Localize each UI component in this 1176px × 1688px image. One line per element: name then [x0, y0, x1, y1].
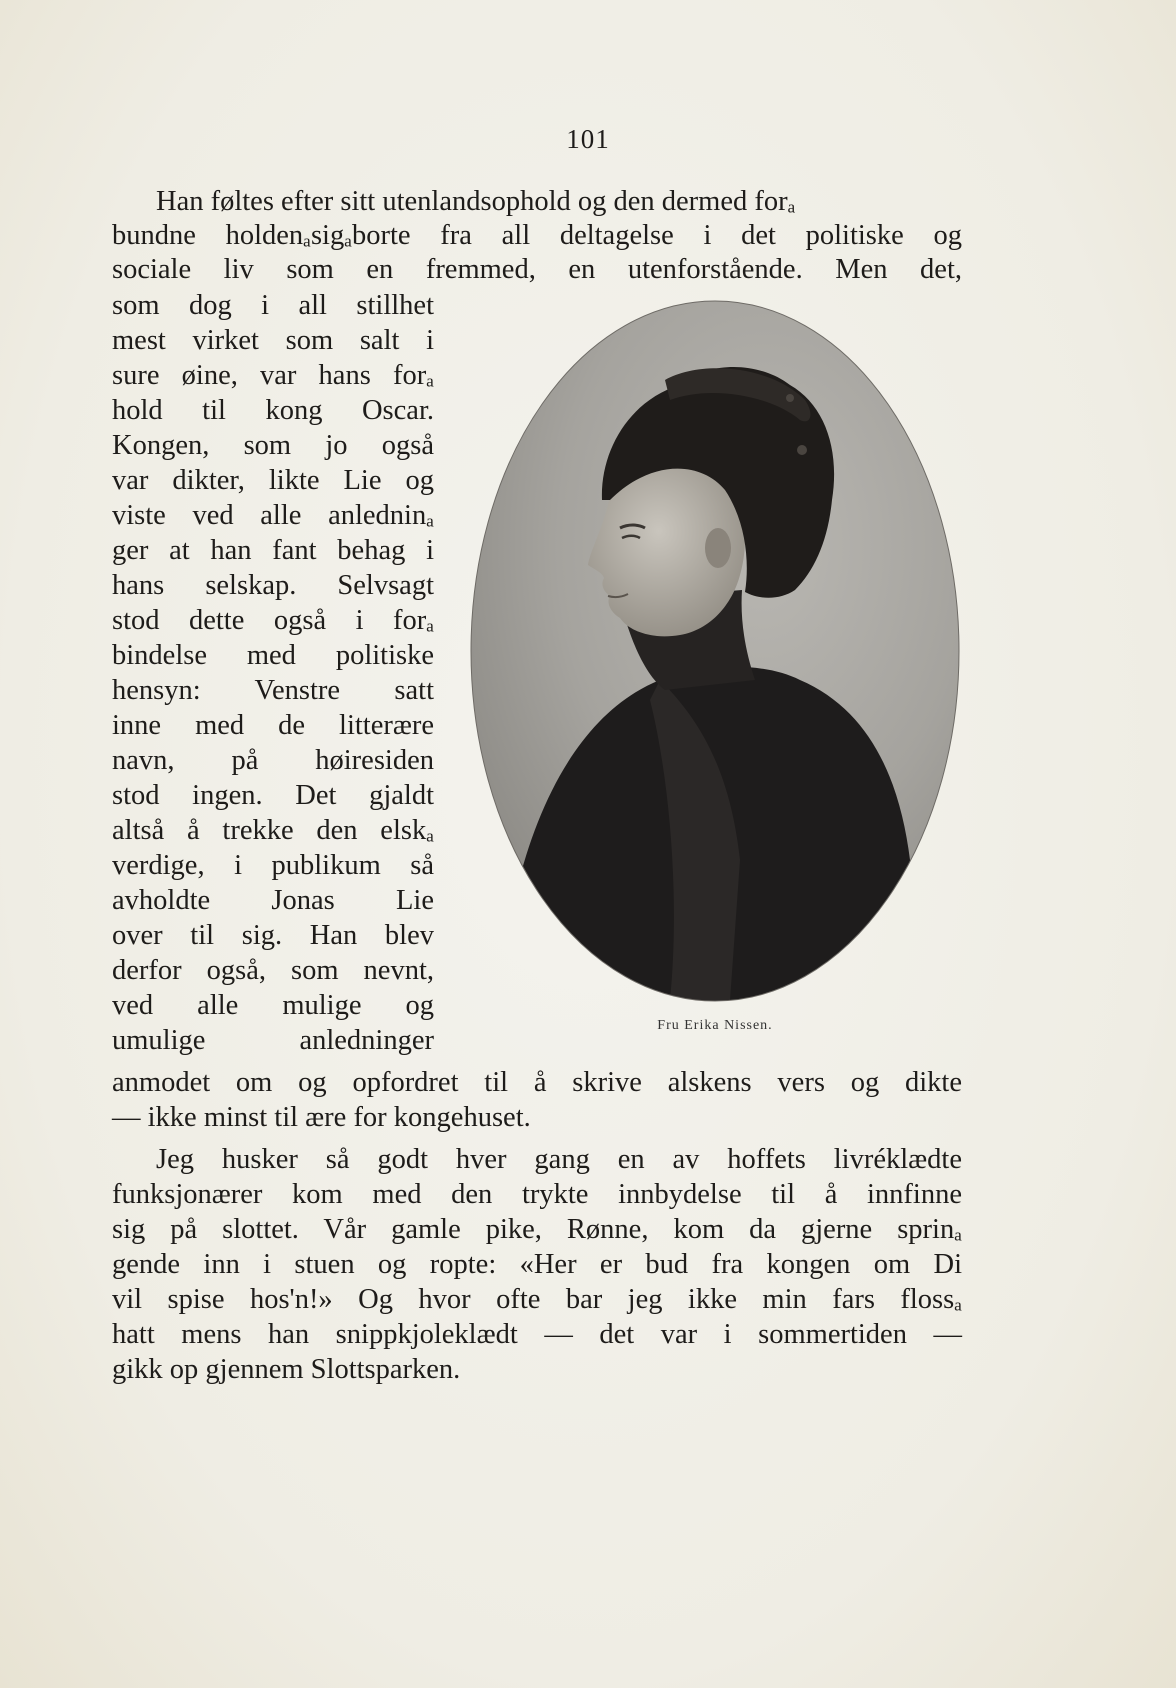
text-line: sociale liv som en fremmed, en utenforstående. Men det,	[112, 254, 962, 285]
text-line: var dikter, likte Lie og	[112, 465, 434, 496]
text-line: bindelse med politiske	[112, 640, 434, 671]
text-line: anmodet om og opfordret til å skrive alskens vers og dikte	[112, 1067, 962, 1098]
text-line: — ikke minst til ære for kongehuset.	[112, 1102, 531, 1133]
text-line: umulige anledninger	[112, 1025, 434, 1056]
text-line: verdige, i publikum så	[112, 850, 434, 881]
page-number: 101	[566, 124, 610, 154]
text-line: ger at han fant behag i	[112, 535, 434, 566]
portrait-photo	[470, 300, 960, 1002]
text-line: hatt mens han snippkjoleklædt — det var i sommertiden —	[112, 1319, 962, 1350]
text-line: Han føltes efter sitt utenlandsophold og den dermed forₐ	[156, 186, 796, 217]
text-line: inne med de litterære	[112, 710, 434, 741]
text-line: gende inn i stuen og ropte: «Her er bud fra kongen om Di	[112, 1249, 962, 1280]
text-line: over til sig. Han blev	[112, 920, 434, 951]
text-line: hans selskap. Selvsagt	[112, 570, 434, 601]
text-line: gikk op gjennem Slottsparken.	[112, 1354, 461, 1385]
text-line: som dog i all stillhet	[112, 290, 434, 321]
text-line: stod dette også i forₐ	[112, 605, 434, 636]
text-line: ved alle mulige og	[112, 990, 434, 1021]
text-line: stod ingen. Det gjaldt	[112, 780, 434, 811]
text-line: altså å trekke den elskₐ	[112, 815, 434, 846]
text-line: bundne holdenₐsigₐborte fra all deltagelse i det politiske og	[112, 220, 962, 251]
text-line: vil spise hos'n!» Og hvor ofte bar jeg ikke min fars flossₐ	[112, 1284, 962, 1315]
text-line: viste ved alle anledninₐ	[112, 500, 434, 531]
text-line: avholdte Jonas Lie	[112, 885, 434, 916]
text-line: Kongen, som jo også	[112, 430, 434, 461]
text-line: sig på slottet. Vår gamle pike, Rønne, kom da gjerne sprinₐ	[112, 1214, 962, 1245]
text-line: sure øine, var hans forₐ	[112, 360, 434, 391]
text-line: mest virket som salt i	[112, 325, 434, 356]
text-line: derfor også, som nevnt,	[112, 955, 434, 986]
text-line: Jeg husker så godt hver gang en av hoffets livréklædte	[156, 1144, 962, 1175]
portrait-caption: Fru Erika Nissen.	[657, 1018, 773, 1033]
text-line: hensyn: Venstre satt	[112, 675, 434, 706]
text-line: hold til kong Oscar.	[112, 395, 434, 426]
text-line: navn, på høiresiden	[112, 745, 434, 776]
text-line: funksjonærer kom med den trykte innbydelse til å innfinne	[112, 1179, 962, 1210]
